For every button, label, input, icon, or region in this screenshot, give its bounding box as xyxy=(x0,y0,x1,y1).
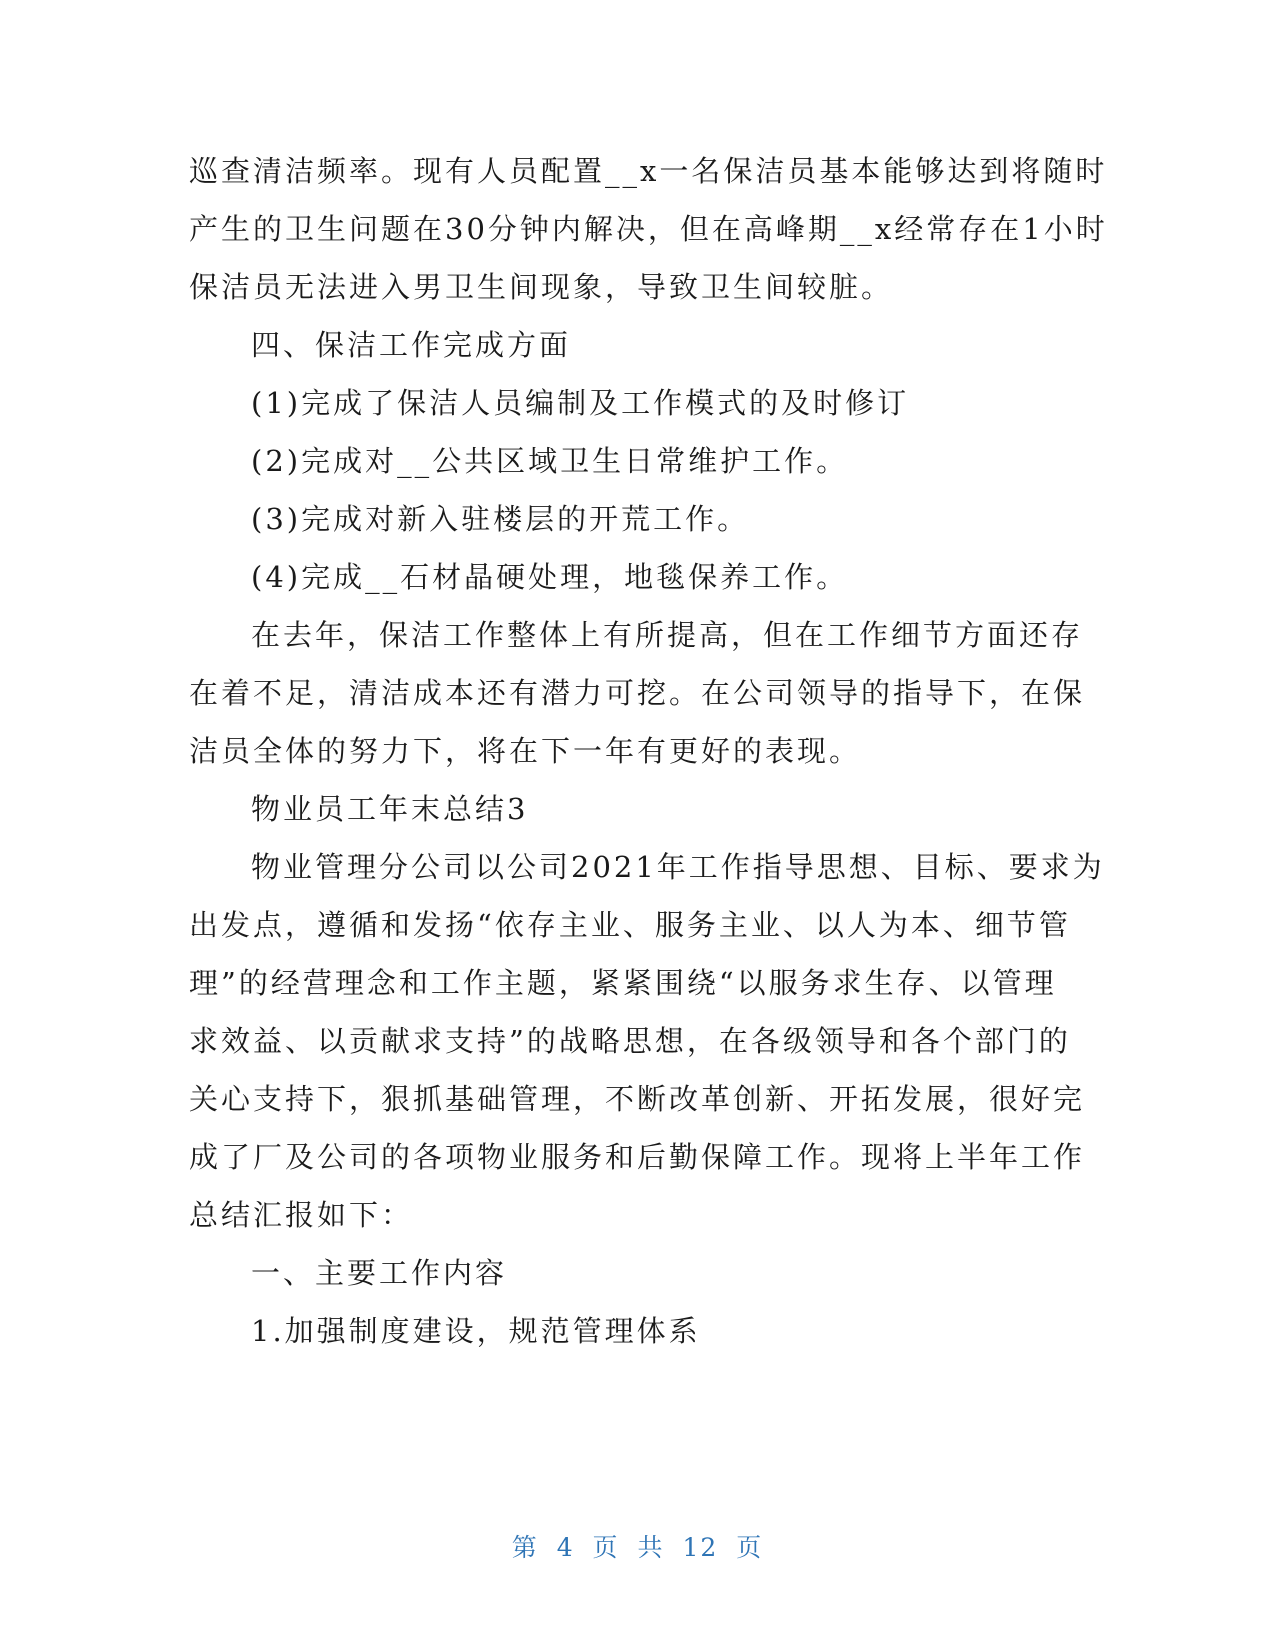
body-line: 物业管理分公司以公司2021年工作指导思想、目标、要求为 xyxy=(251,850,1105,884)
list-item: (3)完成对新入驻楼层的开荒工作。 xyxy=(251,502,750,536)
list-item: (4)完成__石材晶硬处理，地毯保养工作。 xyxy=(251,560,849,594)
body-line: 成了厂及公司的各项物业服务和后勤保障工作。现将上半年工作 xyxy=(189,1140,1086,1174)
current-page-number: 4 xyxy=(556,1533,575,1562)
list-item: (2)完成对__公共区域卫生日常维护工作。 xyxy=(251,444,849,478)
document-body xyxy=(189,142,1108,1360)
footer-label-page: 第 xyxy=(511,1533,539,1562)
list-item: (1)完成了保洁人员编制及工作模式的及时修订 xyxy=(251,386,910,420)
section-heading: 一、主要工作内容 xyxy=(251,1256,508,1290)
section-title: 物业员工年末总结3 xyxy=(251,792,529,826)
body-line: 产生的卫生问题在30分钟内解决，但在高峰期__x经常存在1小时 xyxy=(189,212,1108,246)
body-line: 理”的经营理念和工作主题，紧紧围绕“以服务求生存、以管理 xyxy=(189,966,1057,1000)
body-line: 保洁员无法进入男卫生间现象，导致卫生间较脏。 xyxy=(189,270,894,304)
footer-label-pages: 页 xyxy=(736,1533,764,1562)
body-line: 在去年，保洁工作整体上有所提高，但在工作细节方面还存 xyxy=(251,618,1084,652)
body-line: 求效益、以贡献求支持”的战略思想，在各级领导和各个部门的 xyxy=(189,1024,1071,1058)
body-line: 在着不足，清洁成本还有潜力可挖。在公司领导的指导下，在保 xyxy=(189,676,1086,710)
body-line: 巡查清洁频率。现有人员配置__x一名保洁员基本能够达到将随时 xyxy=(189,154,1108,188)
section-heading: 四、保洁工作完成方面 xyxy=(251,328,572,362)
body-line: 洁员全体的努力下，将在下一年有更好的表现。 xyxy=(189,734,862,768)
body-line: 出发点，遵循和发扬“依存主业、服务主业、以人为本、细节管 xyxy=(189,908,1071,942)
footer-label-total: 共 xyxy=(637,1533,665,1562)
body-line: 总结汇报如下： xyxy=(189,1198,414,1232)
page-footer xyxy=(0,1528,1275,1564)
body-line: 关心支持下，狠抓基础管理，不断改革创新、开拓发展，很好完 xyxy=(189,1082,1086,1116)
footer-label-of-page: 页 xyxy=(592,1533,620,1562)
subsection-heading: 1.加强制度建设，规范管理体系 xyxy=(251,1314,701,1348)
total-pages-number: 12 xyxy=(682,1533,719,1562)
